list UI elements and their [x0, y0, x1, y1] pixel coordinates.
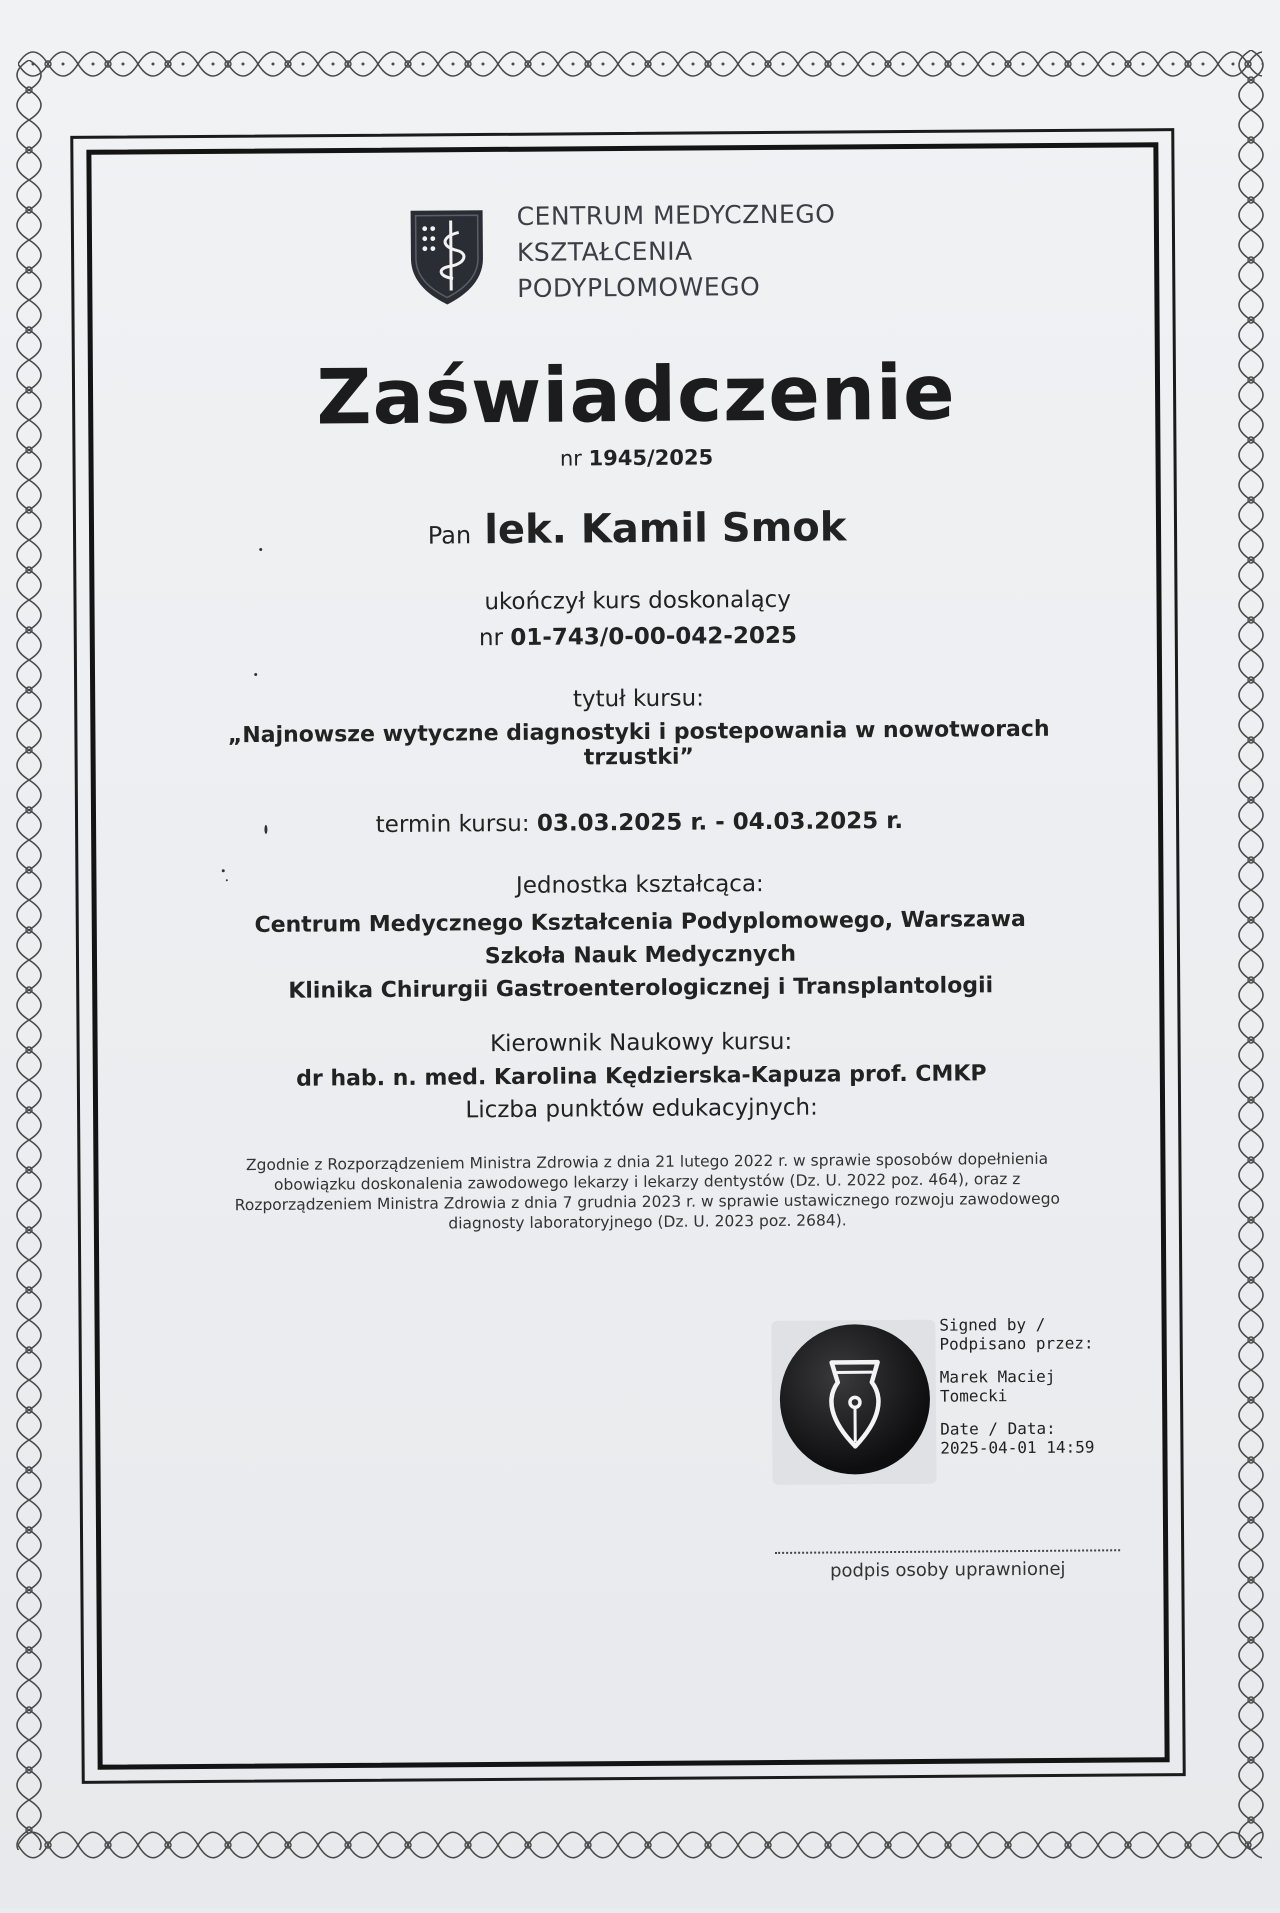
legal-note: Zgodnie z Rozporządzeniem Ministra Zdrowia z dnia 21 lutego 2022 r. w sprawie sposobów dopełnienia obowiązku doskonalenia zawodowego lekarzy i lekarzy dentystów (Dz. U. 2022 poz. 464), oraz z Rozporządzeniem Ministra Zdrowia z dnia 7 grudnia 2023 r. w sprawie ustawicznego rozwoju zawodowego diagnosty laboratoryjnego (Dz. U. 2023 poz. 2684).: [207, 1148, 1088, 1235]
signature-date: 2025-04-01 14:59: [940, 1437, 1130, 1457]
recipient: [177, 502, 1097, 555]
caduceus-shield-icon: [407, 206, 488, 307]
course-number: [178, 620, 1098, 653]
completed-text: ukończył kurs doskonalący: [178, 584, 1098, 617]
signature-line: [775, 1549, 1120, 1554]
fountain-pen-nib-icon: [779, 1324, 930, 1475]
training-unit: [180, 902, 1101, 1008]
signature-date-label: Date / Data:: [940, 1418, 1130, 1438]
supervisor-label: Kierownik Naukowy kursu:: [181, 1026, 1101, 1059]
course-title-label: tytuł kursu:: [178, 682, 1098, 715]
course-term-label: termin kursu:: [376, 811, 530, 838]
education-points-label: Liczba punktów edukacyjnych:: [182, 1092, 1102, 1125]
document-title: Zaświadczenie: [176, 346, 1097, 442]
training-unit-label: Jednostka kształcąca:: [180, 868, 1100, 901]
recipient-name: lek. Kamil Smok: [484, 504, 847, 553]
course-term-value: 03.03.2025 r. - 04.03.2025 r.: [537, 808, 903, 837]
signed-by-label: Signed by / Podpisano przez:: [939, 1314, 1129, 1353]
document-number-prefix: nr: [560, 446, 582, 470]
signature-badge: [771, 1320, 936, 1485]
training-unit-line: Klinika Chirurgii Gastroenterologicznej i Transplantologii: [181, 968, 1101, 1008]
recipient-prefix: Pan: [428, 521, 472, 549]
course-term: [179, 806, 1099, 839]
signer-name: Marek Maciej Tomecki: [940, 1366, 1130, 1405]
signature-caption: podpis osoby uprawnionej: [775, 1558, 1120, 1582]
supervisor-name: dr hab. n. med. Karolina Kędzierska-Kapuza prof. CMKP: [181, 1060, 1101, 1092]
training-unit-line: Szkoła Nauk Medycznych: [180, 935, 1100, 975]
course-number-value: 01-743/0-00-042-2025: [510, 623, 797, 651]
document-number: [176, 442, 1096, 473]
course-number-prefix: nr: [479, 625, 503, 651]
course-title: „Najnowsze wytyczne diagnostyki i postepowania w nowotworach trzustki”: [179, 716, 1099, 773]
document-number-value: 1945/2025: [588, 445, 713, 470]
institution-name: CENTRUM MEDYCZNEGO KSZTAŁCENIA PODYPLOMOWEGO: [516, 196, 836, 306]
training-unit-line: Centrum Medycznego Kształcenia Podyplomowego, Warszawa: [180, 902, 1100, 942]
digital-signature-info: [939, 1314, 1130, 1457]
paper-specks: [0, 0, 1273, 5]
